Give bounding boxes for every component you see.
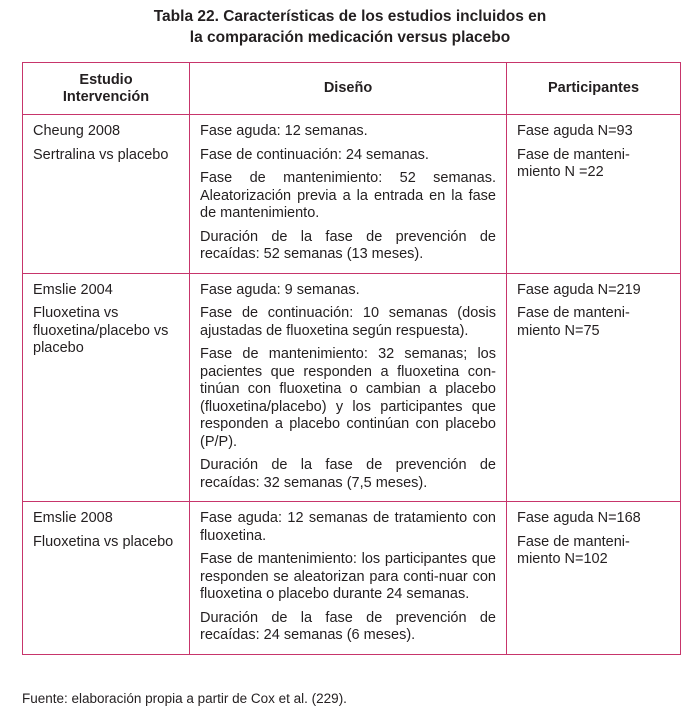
design-cell	[190, 502, 507, 655]
intervention-text: Sertralina vs placebo	[33, 146, 169, 163]
participants-maintenance: Fase de manteni-miento N=102	[517, 533, 630, 567]
intervention-text: Fluoxetina vs placebo	[33, 533, 174, 550]
design-cell	[190, 273, 507, 502]
table-title	[0, 6, 700, 48]
participants-cell	[507, 115, 681, 274]
design-paragraph: Duración de la fase de prevención de recaídas: 52 semanas (13 meses).	[200, 228, 496, 262]
header-intervention: Intervención	[62, 88, 150, 105]
study-name: Cheung 2008	[33, 123, 121, 139]
design-paragraph: Fase de continuación: 24 semanas.	[200, 146, 429, 163]
participants-cell	[507, 502, 681, 655]
header-design: Diseño	[190, 63, 507, 115]
study-cell	[23, 273, 190, 502]
studies-table	[22, 62, 681, 655]
study-name: Emslie 2004	[33, 281, 113, 298]
participants-acute: Fase aguda N=168	[517, 510, 641, 526]
design-paragraph: Fase aguda: 12 semanas de tratamiento con fluoxetina.	[200, 510, 496, 544]
study-cell	[23, 115, 190, 274]
design-paragraph: Fase aguda: 12 semanas.	[200, 123, 368, 139]
header-participants: Participantes	[507, 63, 681, 115]
design-paragraph: Fase aguda: 9 semanas.	[200, 281, 360, 298]
design-paragraph: Duración de la fase de prevención de recaídas: 24 semanas (6 meses).	[200, 609, 496, 643]
study-name: Emslie 2008	[33, 510, 113, 526]
design-paragraph: Fase de mantenimiento: los participantes que responden se aleatorizan para conti-nuar con fluoxetina o placebo durante 24 semanas.	[200, 551, 496, 602]
study-cell	[23, 502, 190, 655]
table-row	[23, 502, 681, 655]
participants-acute: Fase aguda N=93	[517, 123, 633, 139]
participants-maintenance: Fase de manteni-miento N =22	[517, 146, 630, 180]
header-study: Estudio	[79, 71, 133, 88]
table-row	[23, 273, 681, 502]
table-number-label: Tabla 22.	[153, 8, 219, 25]
table-title-text-1: Características de los estudios incluidos en	[223, 8, 547, 25]
design-paragraph: Duración de la fase de prevención de recaídas: 32 semanas (7,5 meses).	[200, 457, 496, 491]
participants-maintenance: Fase de manteni-miento N=75	[517, 305, 630, 339]
header-row	[23, 63, 681, 115]
table-title-line-1	[0, 6, 700, 27]
intervention-text: Fluoxetina vs fluoxetina/placebo vs placebo	[33, 305, 169, 356]
table-title-line-2: la comparación medicación versus placebo	[189, 29, 511, 46]
design-paragraph: Fase de mantenimiento: 32 semanas; los pacientes que responden a fluoxetina con-tinúan con fluoxetina o cambian a placebo (fluoxetina/placebo) y los participantes que responden a placebo continúan con placebo (P/P).	[200, 346, 496, 450]
source-note: Fuente: elaboración propia a partir de Cox et al. (229).	[22, 691, 347, 706]
header-study-intervention	[23, 63, 190, 115]
participants-acute: Fase aguda N=219	[517, 281, 641, 298]
design-cell	[190, 115, 507, 274]
table-row	[23, 115, 681, 274]
design-paragraph: Fase de continuación: 10 semanas (dosis ajustadas de fluoxetina según respuesta).	[200, 305, 496, 339]
design-paragraph: Fase de mantenimiento: 52 semanas. Aleatorización previa a la entrada en la fase de mantenimiento.	[200, 170, 496, 221]
participants-cell	[507, 273, 681, 502]
